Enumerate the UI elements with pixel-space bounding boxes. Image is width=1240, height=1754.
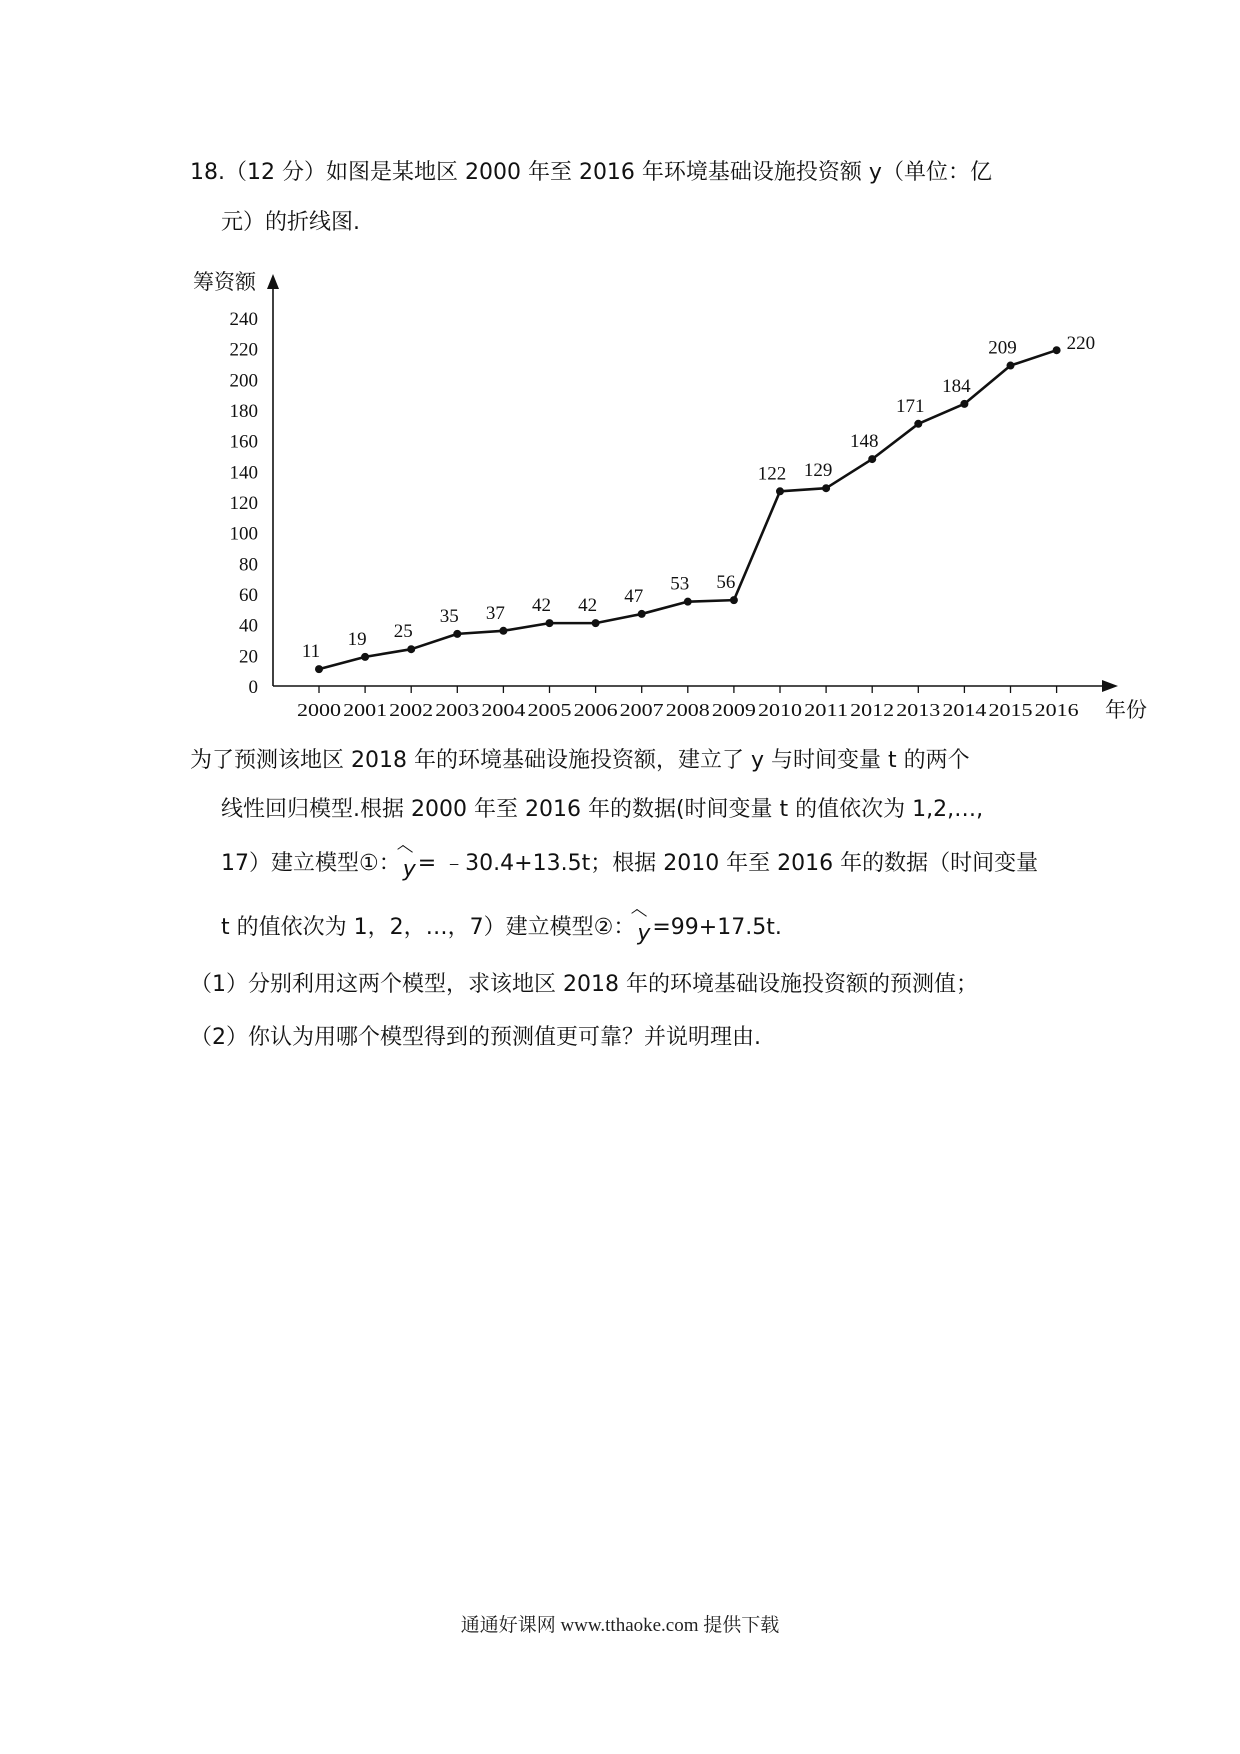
x-tick-label: 2002 — [389, 700, 434, 720]
data-label: 11 — [301, 641, 321, 663]
x-tick-label: 2000 — [297, 700, 341, 720]
x-tick-label: 2013 — [896, 700, 941, 720]
data-label: 35 — [439, 605, 459, 627]
y-axis-arrow — [267, 274, 279, 289]
x-tick-label: 2005 — [527, 700, 572, 720]
data-label: 25 — [393, 621, 413, 643]
x-tick-label: 2014 — [942, 700, 987, 720]
question-line-1: 18.（12 分）如图是某地区 2000 年至 2016 年环境基础设施投资额 y（单位：亿 — [190, 160, 992, 185]
data-point — [638, 610, 646, 618]
y-tick-label: 20 — [239, 646, 258, 668]
y-hat-symbol: y — [635, 919, 652, 949]
data-label: 220 — [1066, 333, 1096, 355]
data-label: 56 — [716, 572, 736, 594]
x-tick-label: 2008 — [665, 700, 710, 720]
data-label: 19 — [347, 628, 367, 650]
data-point — [1053, 346, 1061, 354]
data-point — [592, 619, 600, 627]
footer-credit: 通通好课网 www.tthaoke.com 提供下载 — [460, 1615, 780, 1636]
y-tick-label: 120 — [229, 493, 258, 514]
data-label: 47 — [624, 585, 644, 607]
body-line-4 — [221, 913, 782, 946]
sub-question-1: （1）分别利用这两个模型，求该地区 2018 年的环境基础设施投资额的预测值； — [190, 972, 978, 997]
y-tick-label: 0 — [248, 677, 258, 698]
data-label: 122 — [757, 463, 787, 485]
data-point — [868, 455, 876, 463]
x-tick-label: 2015 — [988, 700, 1033, 720]
data-label: 209 — [988, 337, 1017, 359]
data-point — [407, 645, 415, 653]
x-tick-label: 2012 — [850, 700, 895, 720]
x-tick-label: 2003 — [435, 700, 480, 720]
model-1-formula: = ﹣30.4+13.5t；根据 2010 年至 2016 年的数据（时间变量 — [417, 851, 1039, 876]
model-2-label: t 的值依次为 1，2，…，7）建立模型②： — [221, 915, 636, 940]
model-1-label: 17）建立模型①： — [221, 851, 401, 876]
x-axis-arrow — [1102, 680, 1118, 692]
line-chart — [0, 0, 1240, 760]
data-label: 184 — [942, 375, 971, 397]
data-point — [684, 598, 692, 606]
y-tick-label: 60 — [239, 585, 258, 606]
y-tick-label: 140 — [229, 462, 258, 484]
body-line-3 — [221, 849, 1039, 882]
x-axis-title: 年份 — [1105, 698, 1147, 722]
data-label: 53 — [670, 573, 690, 595]
y-tick-label: 40 — [239, 615, 258, 637]
data-point — [822, 484, 830, 492]
data-point — [730, 596, 738, 604]
y-tick-label: 160 — [229, 431, 258, 453]
x-tick-label: 2001 — [343, 700, 388, 720]
y-tick-label: 240 — [229, 309, 258, 330]
data-point — [776, 487, 784, 495]
body-line-2: 线性回归模型.根据 2000 年至 2016 年的数据(时间变量 t 的值依次为 1,2,…, — [221, 797, 984, 822]
data-label: 171 — [896, 395, 925, 417]
model-2-formula: =99+17.5t. — [652, 915, 782, 940]
y-hat-symbol: y — [401, 855, 418, 885]
sub-question-2: （2）你认为用哪个模型得到的预测值更可靠？并说明理由. — [190, 1025, 761, 1050]
data-point — [315, 665, 323, 673]
series-line — [319, 350, 1057, 669]
data-point — [361, 653, 369, 661]
y-axis-title: 筹资额 — [193, 270, 256, 294]
x-tick-label: 2016 — [1034, 700, 1079, 720]
data-point — [1007, 362, 1015, 370]
data-label: 37 — [485, 602, 505, 624]
x-tick-label: 2007 — [619, 700, 664, 720]
x-tick-label: 2009 — [711, 700, 756, 720]
body-line-1: 为了预测该地区 2018 年的环境基础设施投资额，建立了 y 与时间变量 t 的两个 — [190, 748, 970, 773]
data-point — [499, 627, 507, 635]
data-point — [453, 630, 461, 638]
y-tick-label: 100 — [229, 523, 258, 545]
y-tick-label: 200 — [229, 370, 258, 392]
data-point — [914, 420, 922, 428]
data-label: 42 — [532, 595, 551, 617]
y-tick-label: 180 — [229, 401, 258, 422]
data-point — [546, 619, 554, 627]
x-tick-label: 2006 — [573, 700, 618, 720]
data-label: 42 — [578, 595, 598, 617]
y-tick-label: 220 — [229, 339, 258, 361]
data-point — [960, 400, 968, 408]
y-tick-label: 80 — [239, 554, 258, 576]
question-line-2: 元）的折线图. — [221, 210, 360, 235]
data-label: 148 — [849, 431, 879, 453]
x-tick-label: 2004 — [481, 700, 526, 720]
x-tick-label: 2010 — [758, 700, 802, 720]
x-tick-label: 2011 — [804, 700, 849, 720]
data-label: 129 — [803, 460, 833, 482]
